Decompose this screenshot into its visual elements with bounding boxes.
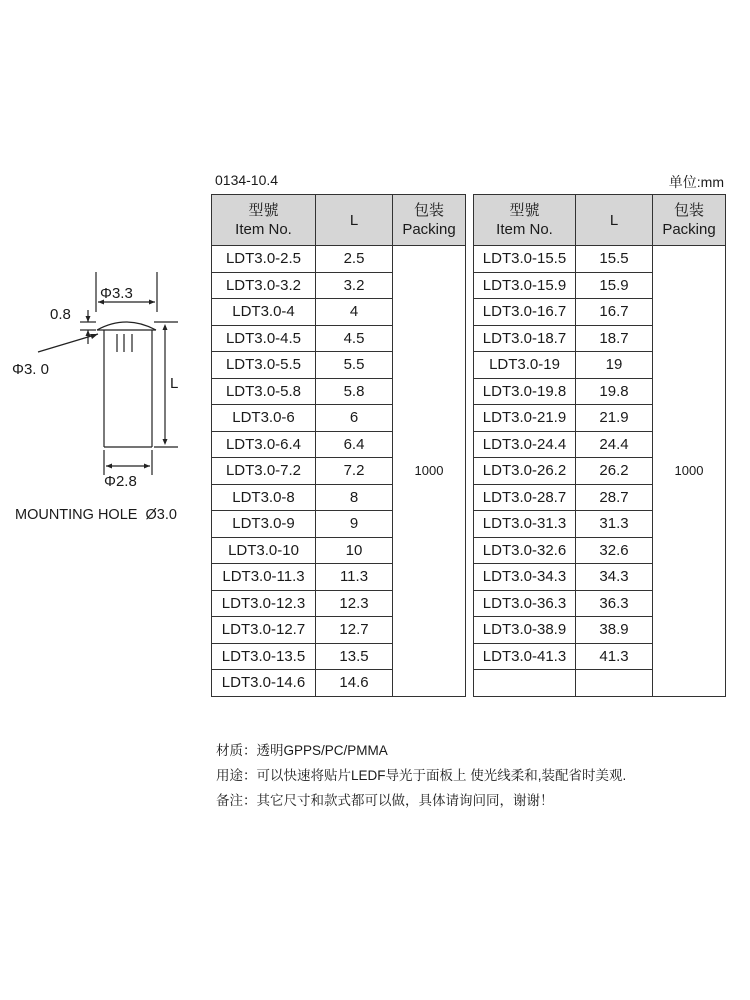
- length-cell: 31.3: [576, 511, 653, 538]
- item-cell: LDT3.0-5.5: [212, 352, 316, 379]
- length-cell: 6.4: [316, 431, 393, 458]
- length-cell: 12.7: [316, 617, 393, 644]
- header-item: 型號 Item No.: [212, 195, 316, 246]
- length-cell: 4: [316, 299, 393, 326]
- mounting-hole-label: MOUNTING HOLE: [15, 507, 138, 523]
- length-cell: 19: [576, 352, 653, 379]
- length-label: L: [170, 375, 179, 392]
- item-cell: LDT3.0-38.9: [474, 617, 576, 644]
- mounting-hole-value: Ø3.0: [145, 507, 177, 523]
- bottom-diameter-label: Φ2.8: [104, 473, 137, 490]
- item-cell: LDT3.0-19.8: [474, 378, 576, 405]
- length-cell: 11.3: [316, 564, 393, 591]
- length-cell: 7.2: [316, 458, 393, 485]
- notes: [216, 738, 626, 813]
- length-cell: 14.6: [316, 670, 393, 697]
- length-cell: 9: [316, 511, 393, 538]
- item-cell: LDT3.0-3.2: [212, 272, 316, 299]
- header-packing: 包装 Packing: [393, 195, 466, 246]
- item-cell: LDT3.0-36.3: [474, 590, 576, 617]
- light-pipe-drawing: [0, 270, 210, 490]
- length-cell: 36.3: [576, 590, 653, 617]
- length-cell: 38.9: [576, 617, 653, 644]
- length-cell: 15.5: [576, 246, 653, 273]
- length-cell: 26.2: [576, 458, 653, 485]
- length-cell: 21.9: [576, 405, 653, 432]
- header-item: 型號 Item No.: [474, 195, 576, 246]
- length-cell: 4.5: [316, 325, 393, 352]
- item-cell: LDT3.0-15.5: [474, 246, 576, 273]
- length-cell: 18.7: [576, 325, 653, 352]
- length-cell: 8: [316, 484, 393, 511]
- length-cell: 12.3: [316, 590, 393, 617]
- header-length: L: [316, 195, 393, 246]
- table-row: [474, 246, 726, 273]
- length-cell: 5.8: [316, 378, 393, 405]
- item-cell: LDT3.0-6.4: [212, 431, 316, 458]
- item-cell: LDT3.0-6: [212, 405, 316, 432]
- item-cell: LDT3.0-13.5: [212, 643, 316, 670]
- item-cell: LDT3.0-41.3: [474, 643, 576, 670]
- length-cell: 15.9: [576, 272, 653, 299]
- product-code: 0134-10.4: [215, 172, 279, 188]
- spec-table-left: [211, 194, 466, 697]
- item-cell: LDT3.0-31.3: [474, 511, 576, 538]
- item-cell: LDT3.0-12.7: [212, 617, 316, 644]
- length-cell: 19.8: [576, 378, 653, 405]
- item-cell: LDT3.0-9: [212, 511, 316, 538]
- length-cell: 32.6: [576, 537, 653, 564]
- item-cell: LDT3.0-18.7: [474, 325, 576, 352]
- item-cell: LDT3.0-12.3: [212, 590, 316, 617]
- item-cell: LDT3.0-34.3: [474, 564, 576, 591]
- item-cell: LDT3.0-4.5: [212, 325, 316, 352]
- item-cell: LDT3.0-2.5: [212, 246, 316, 273]
- item-cell: LDT3.0-5.8: [212, 378, 316, 405]
- usage-note: 用途：可以快速将贴片LEDF导光于面板上 使光线柔和,装配省时美观.: [216, 768, 627, 783]
- item-cell: LDT3.0-15.9: [474, 272, 576, 299]
- table-row: [212, 246, 466, 273]
- top-diameter-label: Φ3.3: [100, 285, 133, 302]
- spec-table-right: [473, 194, 726, 697]
- unit-label: 单位:mm: [668, 174, 724, 190]
- item-cell: LDT3.0-16.7: [474, 299, 576, 326]
- length-cell: 13.5: [316, 643, 393, 670]
- length-cell: [576, 670, 653, 697]
- length-cell: 24.4: [576, 431, 653, 458]
- item-cell: LDT3.0-21.9: [474, 405, 576, 432]
- header-length: L: [576, 195, 653, 246]
- length-cell: 5.5: [316, 352, 393, 379]
- length-cell: 28.7: [576, 484, 653, 511]
- item-cell: LDT3.0-7.2: [212, 458, 316, 485]
- packing-cell: 1000: [653, 246, 726, 697]
- length-cell: 16.7: [576, 299, 653, 326]
- item-cell: LDT3.0-14.6: [212, 670, 316, 697]
- item-cell: [474, 670, 576, 697]
- item-cell: LDT3.0-19: [474, 352, 576, 379]
- cap-dome: [97, 322, 156, 330]
- length-cell: 34.3: [576, 564, 653, 591]
- item-cell: LDT3.0-10: [212, 537, 316, 564]
- head-diameter-label: Φ3. 0: [12, 361, 49, 378]
- item-cell: LDT3.0-26.2: [474, 458, 576, 485]
- item-cell: LDT3.0-8: [212, 484, 316, 511]
- length-cell: 6: [316, 405, 393, 432]
- item-cell: LDT3.0-11.3: [212, 564, 316, 591]
- packing-cell: 1000: [393, 246, 466, 697]
- header-packing: 包装 Packing: [653, 195, 726, 246]
- material-note: 材质：透明GPPS/PC/PMMA: [216, 743, 388, 758]
- item-cell: LDT3.0-24.4: [474, 431, 576, 458]
- cap-height-label: 0.8: [50, 306, 71, 323]
- mounting-hole: [15, 507, 177, 523]
- item-cell: LDT3.0-32.6: [474, 537, 576, 564]
- length-cell: 3.2: [316, 272, 393, 299]
- length-cell: 2.5: [316, 246, 393, 273]
- remark-note: 备注：其它尺寸和款式都可以做，具体请询问同，谢谢！: [216, 793, 554, 808]
- item-cell: LDT3.0-28.7: [474, 484, 576, 511]
- length-cell: 10: [316, 537, 393, 564]
- length-cell: 41.3: [576, 643, 653, 670]
- item-cell: LDT3.0-4: [212, 299, 316, 326]
